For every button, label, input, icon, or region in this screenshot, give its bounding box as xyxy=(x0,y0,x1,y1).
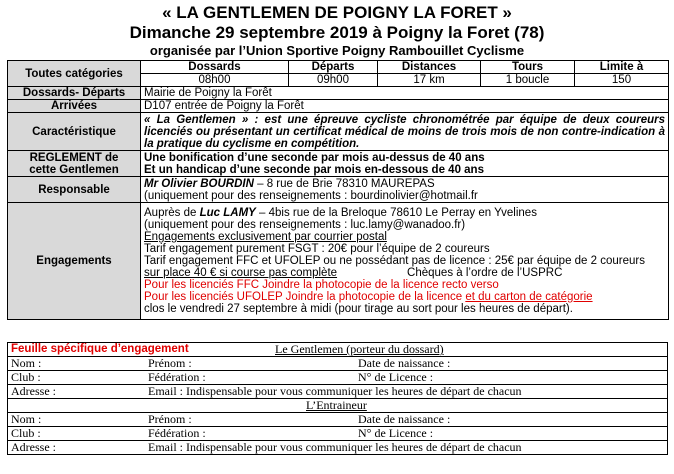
section-trainer-row xyxy=(8,399,668,413)
arrivees-label: Arrivées xyxy=(8,100,141,113)
responsable-address: – 8 rue de Brie 78310 MAUREPAS xyxy=(253,177,435,190)
g-licence-label: N° de Licence : xyxy=(358,370,434,384)
col-distances: Distances xyxy=(378,61,481,74)
g-nom-row xyxy=(8,357,668,371)
engagements-postal-only: Engagements exclusivement par courrier postal xyxy=(144,231,387,243)
engagements-contact-prefix: Auprès de xyxy=(144,207,200,219)
caracteristique-text xyxy=(141,113,669,151)
g-adresse-row xyxy=(8,385,668,399)
caracteristique-description: : est une épreuve cycliste chronométrée par équipe de deux coureurs licenciés ou présentant un certificat médical de moins de trois mois de non contre-indication à la pratique du cyclisme en compétition. xyxy=(144,113,665,150)
engagements-label: Engagements xyxy=(8,203,141,320)
t-adresse-label: Adresse : xyxy=(11,440,56,454)
entry-sheet-table xyxy=(7,342,668,455)
value-limite: 150 xyxy=(575,74,669,87)
section-gentlemen-title: Le Gentlemen (porteur du dossard) xyxy=(275,342,444,356)
value-departs: 09h00 xyxy=(289,74,378,87)
race-title: « LA GENTLEMEN DE POIGNY LA FORET » xyxy=(162,3,512,22)
engagements-ffc-note: Pour les licenciés FFC Joindre la photocopie de la licence recto verso xyxy=(144,279,499,291)
responsable-text xyxy=(141,177,669,203)
t-prenom-label: Prénom : xyxy=(148,412,192,426)
engagements-ufolep-card: et du carton de catégorie xyxy=(465,291,593,303)
g-prenom-label: Prénom : xyxy=(148,356,192,370)
t-birthdate-label: Date de naissance : xyxy=(358,412,451,426)
col-limite: Limite à xyxy=(575,61,669,74)
sheet-title: Feuille spécifique d’engagement xyxy=(11,343,189,355)
responsable-name: Mr Olivier BOURDIN xyxy=(144,177,254,190)
dossards-departs-label: Dossards- Départs xyxy=(8,87,141,100)
g-federation-label: Fédération : xyxy=(148,370,206,384)
engagements-fsgt-fee: Tarif engagement purement FSGT : 20€ pour l’équipe de 2 coureurs xyxy=(144,243,490,255)
col-dossards: Dossards xyxy=(141,61,289,74)
g-adresse-label: Adresse : xyxy=(11,384,56,398)
t-nom-label: Nom : xyxy=(11,412,42,426)
col-departs: Départs xyxy=(289,61,378,74)
t-federation-label: Fédération : xyxy=(148,426,206,440)
sheet-title-row xyxy=(8,343,668,357)
race-info-table xyxy=(7,60,669,320)
col-tours: Tours xyxy=(481,61,575,74)
engagements-contact-email: (uniquement pour des renseignements : luc.lamy@wanadoo.fr) xyxy=(144,219,466,231)
g-email-label: Email : Indispensable pour vous communiquer les heures de départ de chacun xyxy=(148,384,522,398)
value-tours: 1 boucle xyxy=(481,74,575,87)
responsable-label: Responsable xyxy=(8,177,141,203)
engagements-cheque-note: Chèques à l’ordre de l’USPRC xyxy=(407,267,563,279)
caracteristique-label: Caractéristique xyxy=(8,113,141,151)
race-date: Dimanche 29 septembre 2019 à Poigny la Foret (78) xyxy=(129,23,545,42)
engagements-ffc-fee: Tarif engagement FFC et UFOLEP ou ne possédant pas de licence : 25€ par équipe de 2 coureurs xyxy=(144,255,645,267)
t-email-label: Email : Indispensable pour vous communiquer les heures de départ de chacun xyxy=(148,440,522,454)
engagements-contact-address: – 4bis rue de la Breloque 78610 Le Perray en Yvelines xyxy=(255,207,537,219)
arrivees-value: D107 entrée de Poigny la Forêt xyxy=(141,100,669,113)
value-distances: 17 km xyxy=(378,74,481,87)
t-adresse-row xyxy=(8,441,668,455)
reglement-bonus: Une bonification d’une seconde par mois au-dessus de 40 ans xyxy=(144,151,485,164)
t-club-row xyxy=(8,427,668,441)
reglement-label-line2: cette Gentlemen xyxy=(29,163,119,176)
reglement-handicap: Et un handicap d’une seconde par mois en-dessous de 40 ans xyxy=(144,163,484,176)
engagements-deadline: clos le vendredi 27 septembre à midi (pour tirage au sort pour les heures de départ). xyxy=(144,303,573,315)
t-licence-label: N° de Licence : xyxy=(358,426,434,440)
value-dossards: 08h00 xyxy=(141,74,289,87)
engagements-contact-name: Luc LAMY xyxy=(199,207,256,219)
caracteristique-name: « La Gentlemen » xyxy=(144,113,249,126)
reglement-label-line1: REGLEMENT de xyxy=(29,151,119,164)
g-nom-label: Nom : xyxy=(11,356,42,370)
engagements-ufolep-note: Pour les licenciés UFOLEP Joindre la photocopie de la licence xyxy=(144,291,466,303)
dossards-departs-value: Mairie de Poigny la Forêt xyxy=(141,87,669,100)
section-trainer-title: L’Entraineur xyxy=(306,398,367,412)
reglement-text xyxy=(141,151,669,177)
all-categories-label: Toutes catégories xyxy=(8,61,141,87)
g-club-row xyxy=(8,371,668,385)
responsable-note: (uniquement pour des renseignements : bourdinolivier@hotmail.fr xyxy=(144,189,478,202)
g-birthdate-label: Date de naissance : xyxy=(358,356,451,370)
g-club-label: Club : xyxy=(11,370,41,384)
race-organizer: organisée par l’Union Sportive Poigny Rambouillet Cyclisme xyxy=(149,43,525,58)
engagements-onsite-fee: sur place 40 € si course pas complète xyxy=(144,267,338,279)
engagements-text xyxy=(141,203,669,320)
reglement-label xyxy=(8,151,141,177)
t-club-label: Club : xyxy=(11,426,41,440)
t-nom-row xyxy=(8,413,668,427)
